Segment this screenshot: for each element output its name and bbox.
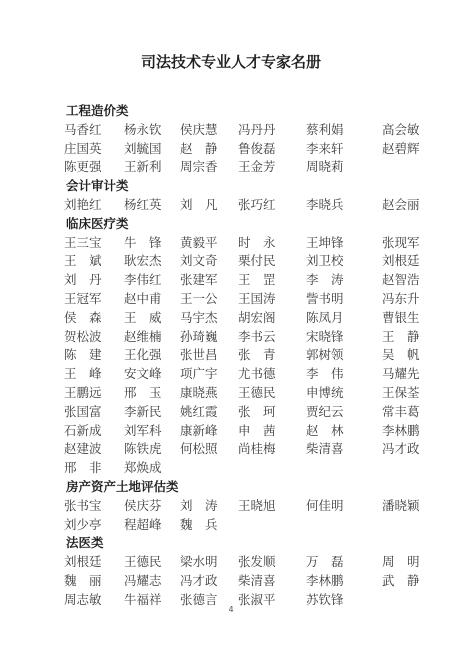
section-heading: 工程造价类	[66, 103, 129, 118]
person-name: 陈更强	[64, 159, 102, 175]
person-name: 宋晓锋	[306, 328, 344, 344]
person-name: 马宇杰	[180, 309, 218, 325]
person-name: 张德言	[180, 591, 218, 607]
person-name: 李晓兵	[306, 197, 344, 212]
person-name: 时 永	[238, 234, 276, 250]
person-name: 潘晓颖	[382, 497, 420, 513]
person-name: 康新峰	[180, 422, 218, 438]
person-name: 冯东升	[382, 291, 420, 306]
person-name: 郭树领	[306, 347, 344, 363]
person-name: 李 涛	[306, 272, 344, 288]
person-name: 贺松波	[64, 328, 102, 344]
person-name: 赵会丽	[382, 197, 420, 212]
person-name: 牛 锋	[124, 234, 162, 250]
name-row	[64, 308, 444, 326]
person-name: 申博统	[306, 385, 344, 400]
person-name: 刘艳红	[64, 197, 102, 212]
person-name: 赵 林	[306, 422, 344, 438]
person-name: 赵建波	[64, 441, 102, 457]
person-name: 侯 森	[64, 309, 102, 325]
person-name: 张 珂	[238, 403, 276, 419]
person-name: 王冠军	[64, 291, 102, 306]
person-name: 牛福祥	[124, 591, 162, 607]
person-name: 刘根廷	[382, 253, 420, 269]
name-row	[64, 421, 444, 439]
person-name: 赵 静	[180, 140, 218, 156]
person-name: 安文峰	[124, 366, 162, 382]
name-row	[64, 157, 444, 175]
person-name: 黄毅平	[180, 234, 218, 250]
person-name: 王 静	[382, 328, 420, 344]
person-name: 周晓莉	[306, 159, 344, 175]
person-name: 张世昌	[180, 347, 218, 363]
name-row	[64, 439, 444, 457]
name-row	[64, 383, 444, 401]
person-name: 万 磊	[306, 554, 344, 570]
person-name: 苏钦锋	[306, 591, 344, 607]
person-name: 杨永钦	[124, 121, 162, 137]
person-name: 何松照	[180, 441, 218, 457]
person-name: 康晓燕	[180, 385, 218, 400]
name-row	[64, 251, 444, 269]
person-name: 张巧红	[238, 197, 276, 212]
person-name: 项广宇	[180, 366, 218, 382]
person-name: 冯才政	[382, 441, 420, 457]
name-row	[64, 515, 444, 533]
person-name: 赵中甫	[124, 291, 162, 306]
person-name: 杨红英	[124, 197, 162, 212]
name-row	[64, 364, 444, 382]
person-name: 张发顺	[238, 554, 276, 570]
person-name: 王德民	[124, 554, 162, 570]
name-row	[64, 289, 444, 307]
person-name: 李新民	[124, 403, 162, 419]
person-name: 姚红霞	[180, 403, 218, 419]
person-name: 耿宏杰	[124, 253, 162, 269]
person-name: 柴清喜	[306, 441, 344, 457]
person-name: 王保荃	[382, 385, 420, 400]
person-name: 孙琦巍	[180, 328, 218, 344]
name-row	[64, 270, 444, 288]
person-name: 胡宏阁	[238, 309, 276, 325]
person-name: 张书宝	[64, 497, 102, 513]
person-name: 陈凤月	[306, 309, 344, 325]
person-name: 周志敏	[64, 591, 102, 607]
name-row	[64, 458, 444, 476]
person-name: 刘 丹	[64, 272, 102, 288]
person-name: 李伟红	[124, 272, 162, 288]
person-name: 魏 丽	[64, 573, 102, 588]
person-name: 张现军	[382, 234, 420, 250]
person-name: 魏 兵	[180, 516, 218, 532]
person-name: 贾纪云	[306, 403, 344, 419]
person-name: 冯耀志	[124, 573, 162, 588]
person-name: 张国富	[64, 403, 102, 419]
section-heading: 房产资产土地评估类	[66, 479, 179, 494]
person-name: 常丰葛	[382, 403, 420, 419]
person-name: 何佳明	[306, 497, 344, 513]
person-name: 陈铁虎	[124, 441, 162, 457]
person-name: 王德民	[238, 385, 276, 400]
person-name: 周 明	[382, 554, 420, 570]
person-name: 马耀先	[382, 366, 420, 382]
person-name: 陈 建	[64, 347, 102, 363]
person-name: 王新利	[124, 159, 162, 175]
person-name: 高会敏	[382, 121, 420, 137]
person-name: 王一公	[180, 291, 218, 306]
person-name: 刘少亭	[64, 516, 102, 532]
person-name: 鲁俊磊	[238, 140, 276, 156]
person-name: 程超峰	[124, 516, 162, 532]
person-name: 李林鹏	[306, 573, 344, 588]
person-name: 曹银生	[382, 309, 420, 325]
person-name: 武 静	[382, 573, 420, 588]
person-name: 柴清喜	[238, 573, 276, 588]
person-name: 王 威	[124, 309, 162, 325]
person-name: 赵智浩	[382, 272, 420, 288]
person-name: 马香红	[64, 121, 102, 137]
person-name: 尚桂梅	[238, 441, 276, 457]
person-name: 刘文奇	[180, 253, 218, 269]
name-row	[64, 120, 444, 138]
person-name: 李 伟	[306, 366, 344, 382]
person-name: 冯才政	[180, 573, 218, 588]
person-name: 石新成	[64, 422, 102, 438]
person-name: 王鹏远	[64, 385, 102, 400]
person-name: 赵维楠	[124, 328, 162, 344]
person-name: 王晓旭	[238, 497, 276, 513]
section-heading: 法医类	[66, 535, 104, 551]
person-name: 申 茜	[238, 422, 276, 438]
name-row	[64, 402, 444, 420]
person-name: 刘军科	[124, 422, 162, 438]
person-name: 冯丹丹	[238, 121, 276, 137]
person-name: 赵碧辉	[382, 140, 420, 156]
person-name: 李来轩	[306, 140, 344, 156]
person-name: 刘毓国	[124, 140, 162, 156]
person-name: 王化强	[124, 347, 162, 363]
person-name: 侯庆芬	[124, 497, 162, 513]
name-row	[64, 571, 444, 589]
person-name: 刘 涛	[180, 497, 218, 513]
person-name: 尤书德	[238, 366, 276, 382]
name-row	[64, 496, 444, 514]
name-row	[64, 139, 444, 157]
person-name: 侯庆慧	[180, 121, 218, 137]
person-name: 张淑平	[238, 591, 276, 607]
person-name: 王国涛	[238, 291, 276, 306]
person-name: 庄国英	[64, 140, 102, 156]
person-name: 邢 玉	[124, 385, 162, 400]
person-name: 张建军	[180, 272, 218, 288]
name-row	[64, 552, 444, 570]
person-name: 周宗香	[180, 159, 218, 175]
section-heading: 会计审计类	[66, 178, 129, 194]
person-name: 李林鹏	[382, 422, 420, 438]
person-name: 訾书明	[306, 291, 344, 306]
person-name: 王金芳	[238, 159, 276, 175]
person-name: 邢 非	[64, 460, 102, 476]
name-row	[64, 195, 444, 213]
person-name: 王三宝	[64, 234, 102, 250]
section-heading: 临床医疗类	[66, 215, 129, 231]
person-name: 王 峰	[64, 366, 102, 382]
name-row	[64, 327, 444, 345]
person-name: 张 青	[238, 347, 276, 363]
name-row	[64, 345, 444, 363]
person-name: 刘根廷	[64, 554, 102, 570]
page-title: 司法技术专业人才专家名册	[140, 53, 321, 71]
person-name: 郑焕成	[124, 460, 162, 476]
person-name: 梁水明	[180, 554, 218, 570]
person-name: 李书云	[238, 328, 276, 344]
person-name: 王 罡	[238, 272, 276, 288]
person-name: 吴 帆	[382, 347, 420, 363]
person-name: 王 斌	[64, 253, 102, 269]
person-name: 王坤锋	[306, 234, 344, 250]
person-name: 蔡利娟	[306, 121, 344, 137]
page-number: 4	[228, 605, 234, 614]
name-row	[64, 233, 444, 251]
person-name: 刘 凡	[180, 197, 218, 212]
person-name: 栗付民	[238, 253, 276, 269]
person-name: 刘卫校	[306, 253, 344, 269]
